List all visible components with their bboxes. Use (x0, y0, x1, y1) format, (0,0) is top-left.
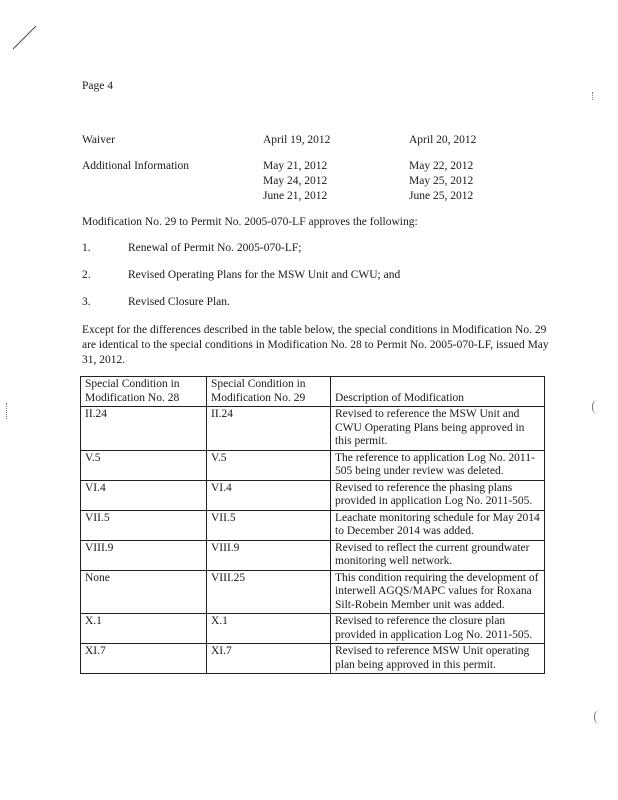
additional-info-date-1a: May 21, 2012 (263, 160, 328, 172)
modifications-table (80, 376, 545, 674)
cell-description: Leachate monitoring schedule for May 2014 to December 2014 was added. (331, 510, 545, 540)
cell-mod28: None (81, 570, 207, 614)
cell-mod28: V.5 (81, 450, 207, 480)
cell-description: Revised to reference the phasing plans provided in application Log No. 2011-505. (331, 480, 545, 510)
cell-mod29: VIII.25 (207, 570, 331, 614)
additional-info-date-1b: May 24, 2012 (263, 175, 328, 187)
additional-info-label: Additional Information (82, 160, 189, 172)
cell-mod29: VI.4 (207, 480, 331, 510)
header-mod29: Special Condition in Modification No. 29 (207, 377, 331, 407)
table-row (81, 540, 545, 570)
table-row (81, 450, 545, 480)
except-paragraph: Except for the differences described in the table below, the special conditions in Modification No. 29 are identical to the special conditions in Modification No. 28 to Permit No. 2005-070-LF, issued May 31, 2012. (82, 324, 549, 366)
cell-mod28: X.1 (81, 614, 207, 644)
cell-mod29: II.24 (207, 407, 331, 451)
margin-mark-right-lower (594, 710, 600, 724)
approval-number: 3. (82, 296, 91, 308)
header-mod28: Special Condition in Modification No. 28 (81, 377, 207, 407)
cell-mod28: VI.4 (81, 480, 207, 510)
approval-text: Renewal of Permit No. 2005-070-LF; (128, 242, 302, 254)
page-label: Page 4 (82, 80, 113, 92)
cell-mod28: XI.7 (81, 644, 207, 674)
table-row (81, 510, 545, 540)
cell-description: The reference to application Log No. 2011-505 being under review was deleted. (331, 450, 545, 480)
table-row (81, 480, 545, 510)
margin-mark-left (6, 403, 10, 419)
additional-info-date-2c: June 25, 2012 (409, 190, 474, 202)
intro-text: Modification No. 29 to Permit No. 2005-070-LF approves the following: (82, 216, 418, 228)
cell-description: Revised to reference the MSW Unit and CWU Operating Plans being approved in this permit. (331, 407, 545, 451)
cell-description: This condition requiring the development of interwell AGQS/MAPC values for Roxana Silt-Robein Member unit was added. (331, 570, 545, 614)
approval-number: 1. (82, 242, 91, 254)
cell-description: Revised to reference the closure plan provided in application Log No. 2011-505. (331, 614, 545, 644)
scan-speck (592, 92, 598, 100)
margin-mark-right (592, 400, 598, 414)
approval-number: 2. (82, 269, 91, 281)
table-row (81, 407, 545, 451)
waiver-date-1: April 19, 2012 (263, 134, 331, 146)
cell-mod28: II.24 (81, 407, 207, 451)
table-row (81, 570, 545, 614)
cell-mod28: VIII.9 (81, 540, 207, 570)
additional-info-date-2b: May 25, 2012 (409, 175, 474, 187)
table-row (81, 614, 545, 644)
cell-mod29: VII.5 (207, 510, 331, 540)
table-row (81, 644, 545, 674)
table-header-row (81, 377, 545, 407)
cell-mod29: X.1 (207, 614, 331, 644)
approval-text: Revised Operating Plans for the MSW Unit and CWU; and (128, 269, 401, 281)
waiver-date-2: April 20, 2012 (409, 134, 477, 146)
pen-stroke-mark (10, 22, 40, 52)
waiver-label: Waiver (82, 134, 115, 146)
approval-text: Revised Closure Plan. (128, 296, 230, 308)
cell-description: Revised to reference MSW Unit operating plan being approved in this permit. (331, 644, 545, 674)
cell-description: Revised to reflect the current groundwater monitoring well network. (331, 540, 545, 570)
cell-mod28: VII.5 (81, 510, 207, 540)
cell-mod29: XI.7 (207, 644, 331, 674)
cell-mod29: VIII.9 (207, 540, 331, 570)
additional-info-date-1c: June 21, 2012 (263, 190, 328, 202)
cell-mod29: V.5 (207, 450, 331, 480)
header-description: Description of Modification (331, 377, 545, 407)
additional-info-date-2a: May 22, 2012 (409, 160, 474, 172)
